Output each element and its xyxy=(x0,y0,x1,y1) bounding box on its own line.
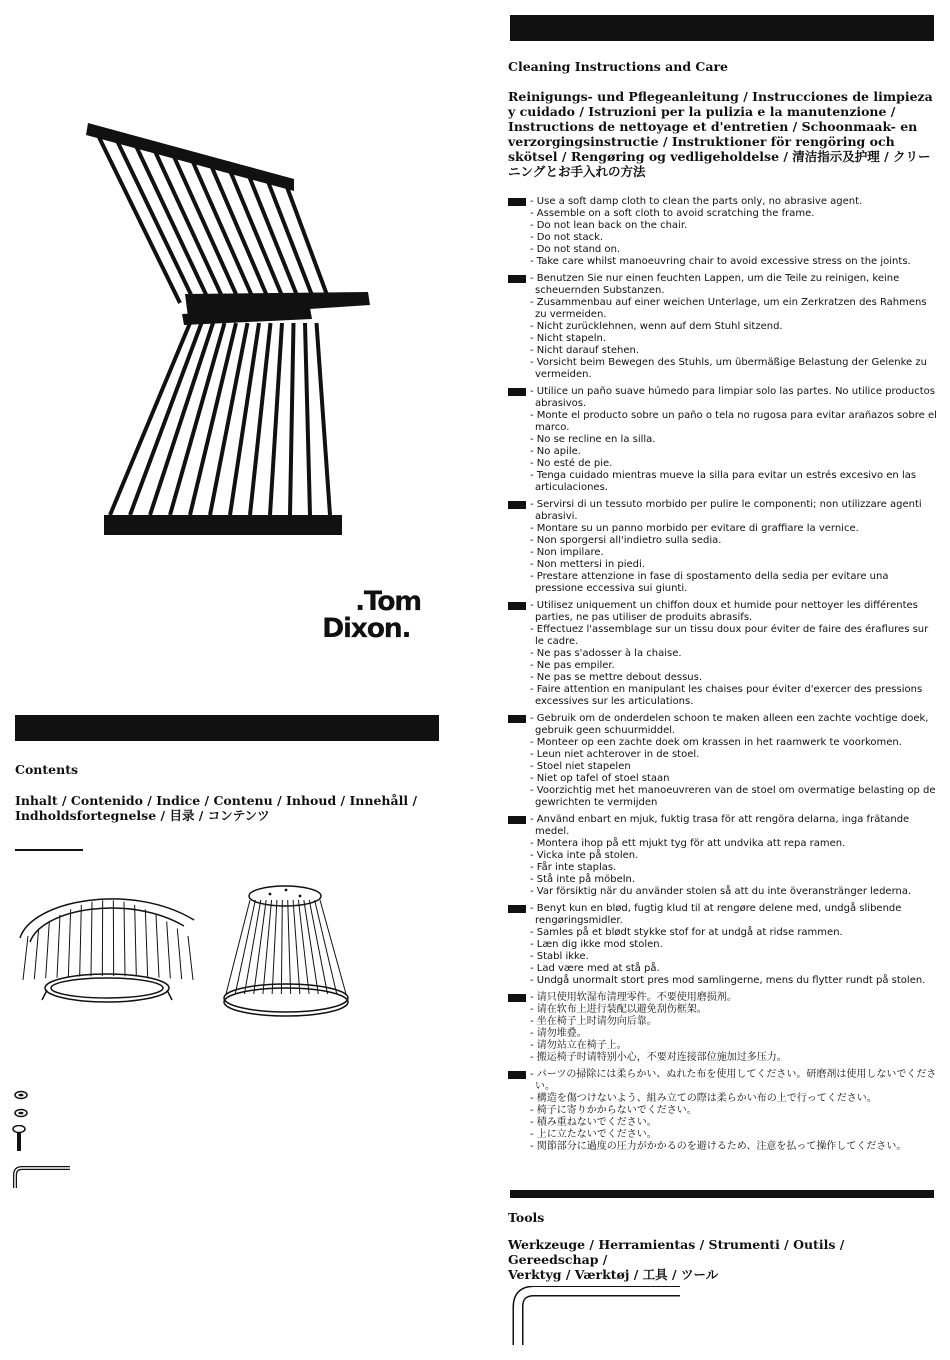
instruction-line: - 椅子に寄りかからないでください。 xyxy=(530,1105,697,1116)
instruction-line: - No esté de pie. xyxy=(530,458,613,469)
instruction-line: - Do not stack. xyxy=(530,232,604,243)
instruction-line: - Stabl ikke. xyxy=(530,951,589,962)
instruction-line: - Assemble on a soft cloth to avoid scratching the frame. xyxy=(530,208,815,219)
instruction-line: - Niet op tafel of stoel staan xyxy=(530,773,670,784)
instruction-line: - 请在软布上进行装配以避免刮伤框架。 xyxy=(530,1004,707,1015)
chair-spindle xyxy=(57,915,60,978)
instruction-line: - Vicka inte på stolen. xyxy=(530,850,639,861)
instruction-line: - Monteer op een zachte doek om krassen in het raamwerk te voorkomen. xyxy=(530,737,902,748)
chair-spindle xyxy=(68,909,70,977)
instruction-line: - Prestare attenzione in fase di spostamento della sedia per evitare una pressione eccessiva sui giunti. xyxy=(530,571,889,594)
language-flag-marker xyxy=(508,715,526,723)
language-flag-marker xyxy=(508,994,526,1002)
chair-spindle xyxy=(150,323,213,515)
chair-spindle xyxy=(290,323,294,515)
instruction-line: - Non impilare. xyxy=(530,547,604,558)
instruction-block xyxy=(508,386,938,494)
instruction-line: - Nicht zurücklehnen, wenn auf dem Stuhl sitzend. xyxy=(530,321,783,332)
instruction-line: - Använd enbart en mjuk, fuktig trasa för att rengöra delarna, inga frätande medel. xyxy=(530,814,910,837)
chair-spindle xyxy=(80,905,82,977)
language-flag-marker xyxy=(508,602,526,610)
tools-title: Tools xyxy=(508,1210,545,1225)
instruction-line: - Vorsicht beim Bewegen des Stuhls, um übermäßige Belastung der Gelenke zu vermeiden. xyxy=(530,357,927,380)
chair-spindle xyxy=(34,929,38,980)
instruction-line: - Nicht darauf stehen. xyxy=(530,345,640,356)
instruction-line: - Do not stand on. xyxy=(530,244,621,255)
contents-divider xyxy=(15,849,83,851)
language-flag-marker xyxy=(508,198,526,206)
contents-header-bar xyxy=(15,715,439,741)
instruction-line: - Zusammenbau auf einer weichen Unterlage, um ein Zerkratzen des Rahmens zu vermeiden. xyxy=(530,297,927,320)
language-flag-marker xyxy=(508,1071,526,1079)
chair-spindle xyxy=(177,929,181,980)
instruction-line: - Benutzen Sie nur einen feuchten Lappen, um die Teile zu reinigen, keine scheuernden Substanzen. xyxy=(530,273,900,296)
instruction-line: - 搬运椅子时请特别小心，不要对连接部位施加过多压力。 xyxy=(530,1052,787,1063)
instruction-line: - 積み重ねないでください。 xyxy=(530,1117,657,1128)
instruction-line: - Non sporgersi all'indietro sulla sedia. xyxy=(530,535,722,546)
instruction-line: - Lad være med at stå på. xyxy=(530,963,660,974)
cleaning-title: Cleaning Instructions and Care xyxy=(508,59,729,74)
instruction-block xyxy=(508,600,938,708)
cleaning-subtitle-line: skötsel / Rengøring og vedligeholdelse / 清洁指示及护理 / クリー xyxy=(508,149,931,164)
instruction-line: - 坐在椅子上时请勿向后靠。 xyxy=(530,1016,657,1027)
chair-spindle xyxy=(130,323,202,515)
instruction-line: - Utilisez uniquement un chiffon doux et humide pour nettoyer les différentes parties, ne pas utiliser de produits abrasifs. xyxy=(530,600,918,623)
instruction-line: - No apile. xyxy=(530,446,581,457)
chair-spindle xyxy=(304,900,318,994)
language-flag-marker xyxy=(508,388,526,396)
chair-spindle xyxy=(91,902,92,976)
cleaning-subtitle-line: Instructions de nettoyage et d'entretien / Schoonmaak- en xyxy=(508,119,918,134)
chair-base-part-illustration xyxy=(220,880,355,1020)
instruction-block xyxy=(508,273,938,381)
cleaning-subtitle-line: ニングとお手入れの方法 xyxy=(508,164,646,179)
chair-spindle xyxy=(305,323,310,515)
cleaning-instructions xyxy=(508,196,938,1158)
instruction-line: - パーツの掃除には柔らかい、ぬれた布を使用してください。研磨剤は使用しないでください。 xyxy=(530,1069,937,1092)
instruction-line: - Gebruik om de onderdelen schoon te maken alleen een zachte vochtige doek, gebruik geen schuurmiddel. xyxy=(530,713,929,736)
instruction-line: - Ne pas se mettre debout dessus. xyxy=(530,672,703,683)
language-flag-marker xyxy=(508,275,526,283)
instruction-line: - Leun niet achterover in de stoel. xyxy=(530,749,700,760)
instruction-line: - No se recline en la silla. xyxy=(530,434,656,445)
instruction-line: - Samles på et blødt stykke stof for at undgå at ridse rammen. xyxy=(530,927,843,938)
chair-illustration xyxy=(80,105,380,540)
chair-spindle xyxy=(281,900,282,994)
cleaning-subtitle-line: Reinigungs- und Pflegeanleitung / Instrucciones de limpieza xyxy=(508,89,933,104)
tools-subtitle-line: Verktyg / Værktøj / 工具 / ツール xyxy=(508,1267,719,1282)
instruction-line: - Do not lean back on the chair. xyxy=(530,220,688,231)
instruction-line: - Non mettersi in piedi. xyxy=(530,559,645,570)
cleaning-subtitle-line: y cuidado / Istruzioni per la pulizia e la manutenzione / xyxy=(508,104,896,119)
instruction-line: - Faire attention en manipulant les chaises pour éviter d'exercer des pressions excessives sur les articulations. xyxy=(530,684,923,707)
instruction-line: - Voorzichtig met het manoeuvreren van de stoel om overmatige belasting op de gewrichten te vermijden xyxy=(530,785,936,808)
instruction-block xyxy=(508,1069,938,1153)
instruction-line: - 请勿站立在椅子上。 xyxy=(530,1040,627,1051)
instruction-line: - Montare su un panno morbido per evitare di graffiare la vernice. xyxy=(530,523,859,534)
instruction-line: - 请只使用软湿布清理零件。不要使用磨损剂。 xyxy=(530,992,737,1003)
chair-spindle xyxy=(272,900,277,994)
tools-subtitle-line: Werkzeuge / Herramientas / Strumenti / Outils / Gereedschap / xyxy=(508,1237,845,1267)
chair-spindle xyxy=(293,900,300,994)
instruction-line: - Servirsi di un tessuto morbido per pulire le componenti; non utilizzare agenti abrasivi. xyxy=(530,499,922,522)
bolt-icon xyxy=(12,1125,26,1153)
brand-logo xyxy=(322,588,421,642)
instruction-line: - Montera ihop på ett mjukt tyg för att undvika att repa ramen. xyxy=(530,838,846,849)
instruction-line: - Stoel niet stapelen xyxy=(530,761,631,772)
contents-title: Contents xyxy=(15,762,79,777)
brand-logo-line1: .Tom xyxy=(355,586,421,617)
cleaning-subtitle-line: verzorgingsinstructie / Instruktioner för rengöring och xyxy=(508,134,895,149)
instruction-line: - 上に立たないでください。 xyxy=(530,1129,657,1140)
instruction-block xyxy=(508,814,938,898)
chair-top-part-illustration xyxy=(12,880,204,1010)
language-flag-marker xyxy=(508,501,526,509)
tools-subtitle xyxy=(508,1237,938,1282)
cleaning-header-bar xyxy=(510,15,934,41)
language-flag-marker xyxy=(508,905,526,913)
instruction-line: - Ne pas empiler. xyxy=(530,660,615,671)
language-flag-marker xyxy=(508,816,526,824)
spring-washer-icon xyxy=(14,1108,28,1118)
tools-header-bar xyxy=(510,1190,934,1198)
contents-subtitle-line: Indholdsfortegnelse / 目录 / コンテンツ xyxy=(15,808,270,823)
instruction-line: - Får inte staplas. xyxy=(530,862,617,873)
instruction-line: - Monte el producto sobre un paño o tela no rugosa para evitar arañazos sobre el marco. xyxy=(530,410,937,433)
contents-subtitle-line: Inhalt / Contenido / Indice / Contenu / Inhoud / Innehåll / xyxy=(15,793,418,808)
instruction-line: - Var försiktig när du använder stolen så att du inte överanstränger lederna. xyxy=(530,886,912,897)
instruction-line: - 構造を傷つけないよう、組み立ての際は柔らかい布の上で行ってください。 xyxy=(530,1093,877,1104)
chair-spindle xyxy=(167,921,171,978)
brand-logo-line2: Dixon. xyxy=(322,613,411,644)
instruction-line: - Tenga cuidado mientras mueve la silla para evitar un estrés excesivo en las articulaciones. xyxy=(530,470,917,493)
instruction-block xyxy=(508,196,938,268)
chair-spindle xyxy=(288,900,291,994)
instruction-line: - Effectuez l'assemblage sur un tissu doux pour éviter de faire des éraflures sur le cadre. xyxy=(530,624,929,647)
instruction-line: - Utilice un paño suave húmedo para limpiar solo las partes. No utilice productos abrasivos. xyxy=(530,386,935,409)
instruction-line: - Ne pas s'adosser à la chaise. xyxy=(530,648,682,659)
allen-key-tool-icon xyxy=(508,1286,683,1348)
chair-spindle xyxy=(23,936,28,980)
chair-spindle xyxy=(135,905,137,977)
contents-subtitle xyxy=(15,793,445,823)
instruction-line: - Undgå unormalt stort pres mod samlingerne, mens du flytter rundt på stolen. xyxy=(530,975,926,986)
chair-spindle xyxy=(46,921,50,978)
instruction-line: - Take care whilst manoeuvring chair to avoid excessive stress on the joints. xyxy=(530,256,911,267)
instruction-line: - Nicht stapeln. xyxy=(530,333,607,344)
chair-spindle xyxy=(156,915,159,978)
instruction-block xyxy=(508,713,938,809)
chair-spindle xyxy=(145,909,147,977)
instruction-line: - Use a soft damp cloth to clean the parts only, no abrasive agent. xyxy=(530,196,863,207)
instruction-line: - 请勿堆叠。 xyxy=(530,1028,587,1039)
instruction-block xyxy=(508,992,938,1064)
chair-spindle xyxy=(298,900,309,994)
chair-spindle xyxy=(188,936,193,980)
instruction-block xyxy=(508,499,938,595)
allen-key-icon xyxy=(12,1166,72,1190)
instruction-line: - Benyt kun en blød, fugtig klud til at rengøre delene med, undgå slibende rengøringsmidler. xyxy=(530,903,902,926)
chair-spindle xyxy=(317,323,331,515)
chair-spindle xyxy=(124,902,125,976)
cleaning-subtitle xyxy=(508,89,938,179)
instruction-line: - Stå inte på möbeln. xyxy=(530,874,636,885)
instruction-block xyxy=(508,903,938,987)
chair-spindle xyxy=(270,323,282,515)
instruction-line: - Læn dig ikke mod stolen. xyxy=(530,939,663,950)
instruction-line: - 関節部分に過度の圧力がかかるのを避けるため、注意を払って操作してください。 xyxy=(530,1141,907,1152)
washer-icon xyxy=(14,1090,28,1100)
